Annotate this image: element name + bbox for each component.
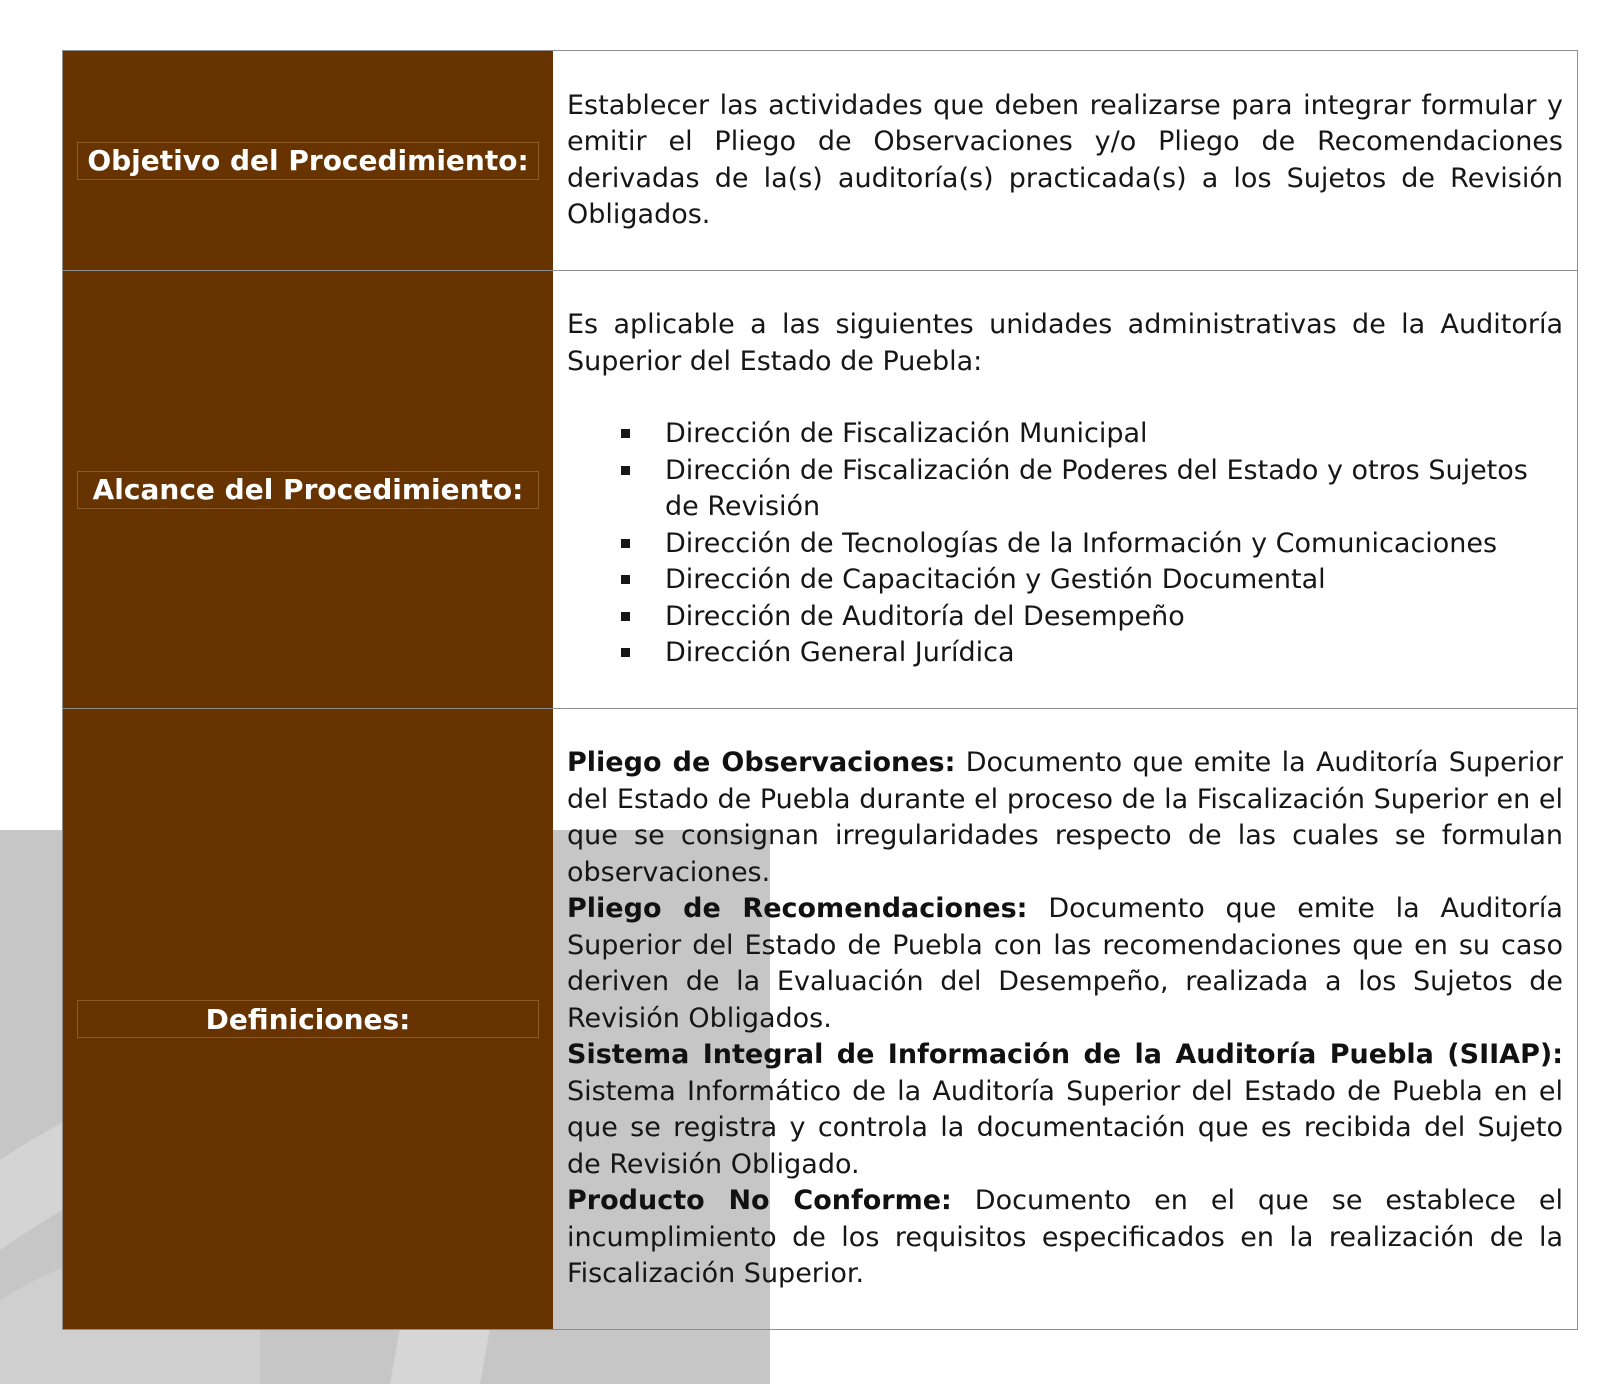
scope-row bbox=[63, 270, 1577, 708]
bullet-square-icon bbox=[621, 539, 630, 548]
bullet-square-icon bbox=[621, 466, 630, 475]
list-item: Dirección de Tecnologías de la Información y Comunicaciones bbox=[567, 526, 1563, 563]
scope-label-cell bbox=[63, 271, 553, 708]
objective-label: Objetivo del Procedimiento: bbox=[87, 144, 529, 177]
bullet-square-icon bbox=[621, 612, 630, 621]
definition-item bbox=[567, 1037, 1563, 1183]
scope-label: Alcance del Procedimiento: bbox=[92, 473, 524, 506]
list-item: Dirección de Fiscalización de Poderes del Estado y otros Sujetos de Revisión bbox=[567, 453, 1563, 526]
list-item: Dirección de Fiscalización Municipal bbox=[567, 416, 1563, 453]
definition-term: Pliego de Observaciones: bbox=[567, 747, 956, 779]
definition-text: Documento que emite la Auditoría Superior del Estado de Puebla durante el proceso de la Fiscalización Superior en el que se consignan irregularidades respecto de las cuales se formulan observaciones. bbox=[567, 747, 1563, 888]
bullet-square-icon bbox=[621, 575, 630, 584]
definitions-row bbox=[63, 708, 1577, 1329]
definition-text: Documento en el que se establece el incumplimiento de los requisitos especificados en la realización de la Fiscalización Superior. bbox=[567, 1185, 1563, 1290]
definition-term: Producto No Conforme: bbox=[567, 1185, 952, 1217]
definitions-label: Definiciones: bbox=[205, 1002, 411, 1036]
objective-label-cell bbox=[63, 51, 553, 270]
definitions-label-cell bbox=[63, 709, 553, 1329]
bullet-square-icon bbox=[621, 429, 630, 438]
definitions-content-cell bbox=[553, 709, 1577, 1329]
list-item: Dirección General Jurídica bbox=[567, 635, 1563, 672]
definition-term: Pliego de Recomendaciones: bbox=[567, 893, 1028, 925]
definition-text: Sistema Informático de la Auditoría Superior del Estado de Puebla en el que se registra y controla la documentación que es recibida del Sujeto de Revisión Obligado. bbox=[567, 1075, 1563, 1180]
procedure-table bbox=[62, 50, 1578, 1330]
list-item: Dirección de Auditoría del Desempeño bbox=[567, 599, 1563, 636]
definition-term: Sistema Integral de Información de la Auditoría Puebla (SIIAP): bbox=[567, 1039, 1563, 1071]
definition-item bbox=[567, 1183, 1563, 1293]
objective-row bbox=[63, 51, 1577, 270]
scope-content-cell bbox=[553, 271, 1577, 708]
definition-text: Documento que emite la Auditoría Superior del Estado de Puebla con las recomendaciones que en su caso deriven de la Evaluación del Desempeño, realizada a los Sujetos de Revisión Obligados. bbox=[567, 893, 1563, 1034]
objective-content-cell bbox=[553, 51, 1577, 270]
list-item: Dirección de Capacitación y Gestión Documental bbox=[567, 562, 1563, 599]
definition-item bbox=[567, 891, 1563, 1037]
scope-intro: Es aplicable a las siguientes unidades administrativas de la Auditoría Superior del Estado de Puebla: bbox=[567, 309, 1563, 377]
objective-text: Establecer las actividades que deben realizarse para integrar formular y emitir el Pliego de Observaciones y/o Pliego de Recomendaciones derivadas de la(s) auditoría(s) practicada(s) a los Sujetos de Revisión Obligados. bbox=[567, 89, 1563, 230]
bullet-square-icon bbox=[621, 648, 630, 657]
scope-list bbox=[567, 416, 1563, 672]
definition-item bbox=[567, 745, 1563, 891]
